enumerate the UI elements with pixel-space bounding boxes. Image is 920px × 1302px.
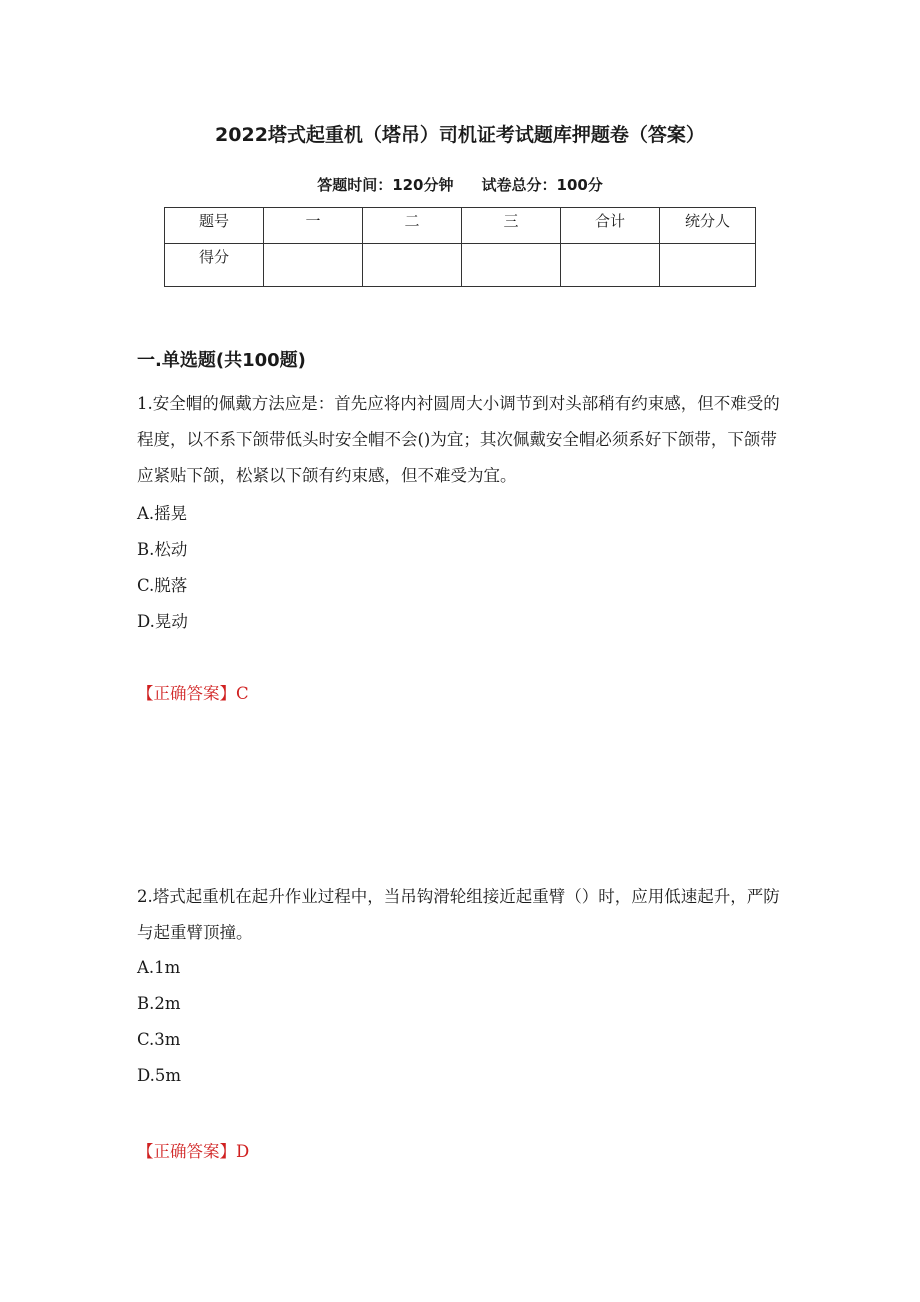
question-option: B.2m	[137, 994, 181, 1013]
question-option: A.1m	[137, 958, 181, 977]
exam-meta	[0, 174, 920, 195]
correct-answer: 【正确答案】C	[137, 684, 249, 703]
score-table	[164, 207, 756, 287]
question-option: B.松动	[137, 540, 188, 559]
question-option: A.摇晃	[137, 504, 188, 523]
question-text: 1.安全帽的佩戴方法应是：首先应将内衬圆周大小调节到对头部稍有约束感，但不难受的程度，以不系下颌带低头时安全帽不会()为宜；其次佩戴安全帽必须系好下颌带，下颌带应紧贴下颌，松紧以下颌有约束感，但不难受为宜。	[137, 394, 780, 485]
score-cell	[660, 244, 756, 287]
score-table-row	[165, 244, 756, 287]
score-row-label: 得分	[165, 244, 264, 287]
exam-total-score: 试卷总分：100分	[481, 176, 603, 194]
score-cell	[561, 244, 660, 287]
page-title: 2022塔式起重机（塔吊）司机证考试题库押题卷（答案）	[215, 124, 705, 146]
score-header-cell: 三	[462, 208, 561, 244]
score-header-cell: 二	[363, 208, 462, 244]
score-header-cell: 合计	[561, 208, 660, 244]
score-header-cell: 一	[264, 208, 363, 244]
question-option: C.3m	[137, 1030, 181, 1049]
score-cell	[462, 244, 561, 287]
score-cell	[363, 244, 462, 287]
section-title: 一.单选题(共100题)	[137, 350, 306, 371]
score-cell	[264, 244, 363, 287]
question-option: D.5m	[137, 1066, 182, 1085]
correct-answer: 【正确答案】D	[137, 1142, 250, 1161]
question-text: 2.塔式起重机在起升作业过程中，当吊钩滑轮组接近起重臂（）时，应用低速起升，严防与起重臂顶撞。	[137, 887, 780, 942]
question-option: D.晃动	[137, 612, 188, 631]
question-option: C.脱落	[137, 576, 188, 595]
score-header-cell: 题号	[165, 208, 264, 244]
score-table-header-row	[165, 208, 756, 244]
score-header-cell: 统分人	[660, 208, 756, 244]
exam-time: 答题时间：120分钟	[317, 176, 454, 194]
